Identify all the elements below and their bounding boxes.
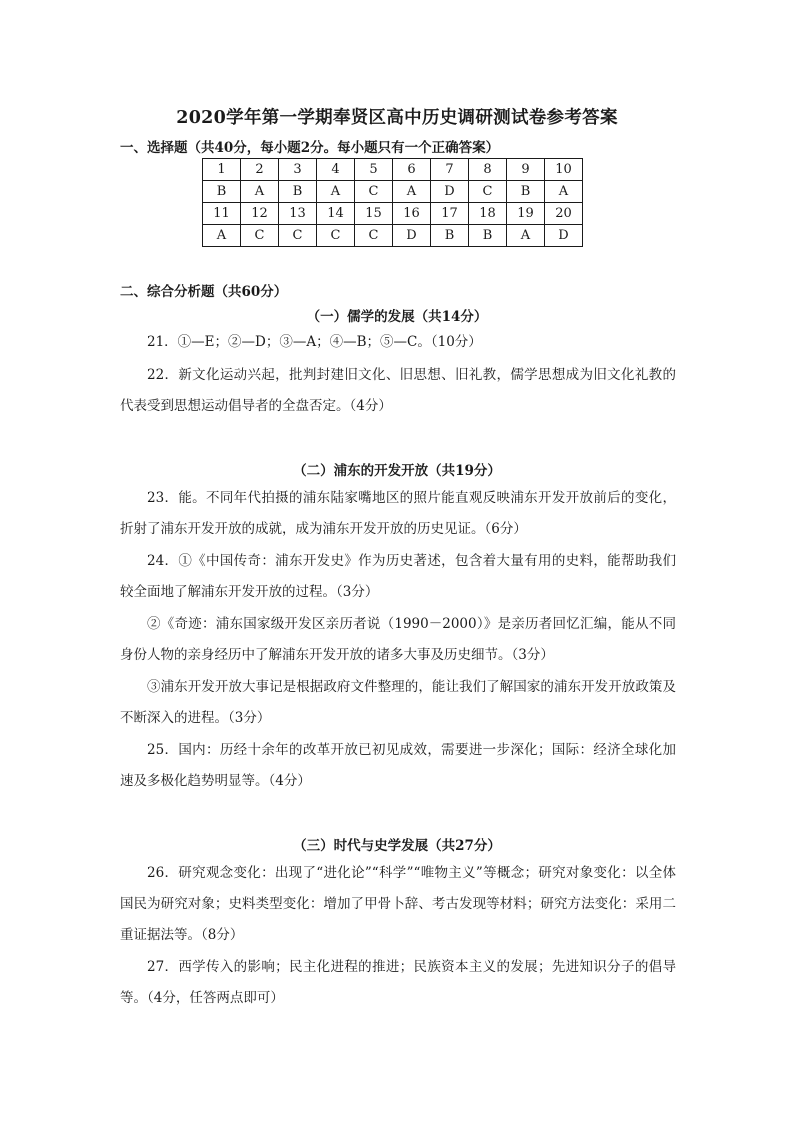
answer-table-cell: A [241, 181, 279, 203]
answer-table-cell: 4 [317, 159, 355, 181]
answer-q25: 25．国内：历经十余年的改革开放已初见成效，需要进一步深化；国际：经济全球化加速及多极化趋势明显等。（4分） [120, 742, 676, 789]
answer-table-cell: 19 [507, 203, 545, 225]
answer-table-cell: 10 [545, 159, 583, 181]
answer-table-cell: D [545, 225, 583, 247]
answer-table [202, 158, 583, 247]
answer-table-cell: 16 [393, 203, 431, 225]
answer-q24-2: ②《奇迹：浦东国家级开发区亲历者说（1990－2000）》是亲历者回忆汇编，能从不同身份人物的亲身经历中了解浦东开发开放的诸多大事及历史细节。（3分） [120, 616, 676, 663]
answer-q27: 27．西学传入的影响；民主化进程的推进；民族资本主义的发展；先进知识分子的倡导等。（4分，任答两点即可） [120, 959, 676, 1006]
answer-table-cell: 3 [279, 159, 317, 181]
answer-table-cell: 11 [203, 203, 241, 225]
answer-table-cell: A [507, 225, 545, 247]
answer-table-cell: C [469, 181, 507, 203]
answer-table-cell: 2 [241, 159, 279, 181]
answer-table-cell: D [393, 225, 431, 247]
answer-table-cell: 12 [241, 203, 279, 225]
answer-table-cell: B [203, 181, 241, 203]
answer-table-cell: A [203, 225, 241, 247]
answer-table-row [203, 225, 583, 247]
answer-table-cell: 15 [355, 203, 393, 225]
answer-table-cell: C [241, 225, 279, 247]
answer-table-row [203, 159, 583, 181]
answer-q23: 23．能。不同年代拍摄的浦东陆家嘴地区的照片能直观反映浦东开发开放前后的变化，折射了浦东开发开放的成就，成为浦东开发开放的历史见证。（6分） [120, 490, 676, 537]
answer-table-cell: D [431, 181, 469, 203]
part2-heading: （二）浦东的开发开放（共19分） [293, 463, 501, 479]
answer-table-cell: 14 [317, 203, 355, 225]
answer-q26: 26．研究观念变化：出现了“进化论”“科学”“唯物主义”等概念；研究对象变化：以全体国民为研究对象；史料类型变化：增加了甲骨卜辞、考古发现等材料；研究方法变化：采用二重证据法等。（8分） [120, 865, 676, 943]
answer-table-cell: 18 [469, 203, 507, 225]
answer-q21: 21．①—E；②—D；③—A；④—B；⑤—C。（10分） [147, 334, 482, 350]
answer-table-cell: 17 [431, 203, 469, 225]
answer-table-row [203, 203, 583, 225]
part1-heading: （一）儒学的发展（共14分） [306, 309, 488, 325]
answer-q24-1: 24．①《中国传奇：浦东开发史》作为历史著述，包含着大量有用的史料，能帮助我们较全面地了解浦东开发开放的过程。（3分） [120, 553, 676, 600]
page-title: 2020学年第一学期奉贤区高中历史调研测试卷参考答案 [176, 108, 618, 128]
answer-table-cell: 20 [545, 203, 583, 225]
answer-table-cell: C [355, 225, 393, 247]
answer-table-cell: B [507, 181, 545, 203]
answer-q24-3: ③浦东开发开放大事记是根据政府文件整理的，能让我们了解国家的浦东开发开放政策及不断深入的进程。（3分） [120, 679, 676, 726]
answer-table-cell: A [545, 181, 583, 203]
section1-heading: 一、选择题（共40分，每小题2分。每小题只有一个正确答案） [120, 140, 500, 156]
section2-heading: 二、综合分析题（共60分） [120, 284, 288, 300]
answer-table-row [203, 181, 583, 203]
answer-table-cell: 6 [393, 159, 431, 181]
answer-table-cell: 7 [431, 159, 469, 181]
answer-table-cell: 9 [507, 159, 545, 181]
answer-table-cell: A [317, 181, 355, 203]
answer-table-cell: C [279, 225, 317, 247]
answer-table-cell: 8 [469, 159, 507, 181]
part3-heading: （三）时代与史学发展（共27分） [293, 838, 501, 854]
answer-table-cell: 13 [279, 203, 317, 225]
answer-table-cell: C [355, 181, 393, 203]
answer-table-cell: B [431, 225, 469, 247]
answer-q22: 22．新文化运动兴起，批判封建旧文化、旧思想、旧礼教，儒学思想成为旧文化礼教的代表受到思想运动倡导者的全盘否定。（4分） [120, 367, 676, 414]
answer-table-cell: A [393, 181, 431, 203]
answer-table-cell: 5 [355, 159, 393, 181]
answer-table-cell: B [469, 225, 507, 247]
answer-table-cell: B [279, 181, 317, 203]
answer-table-cell: C [317, 225, 355, 247]
answer-table-cell: 1 [203, 159, 241, 181]
